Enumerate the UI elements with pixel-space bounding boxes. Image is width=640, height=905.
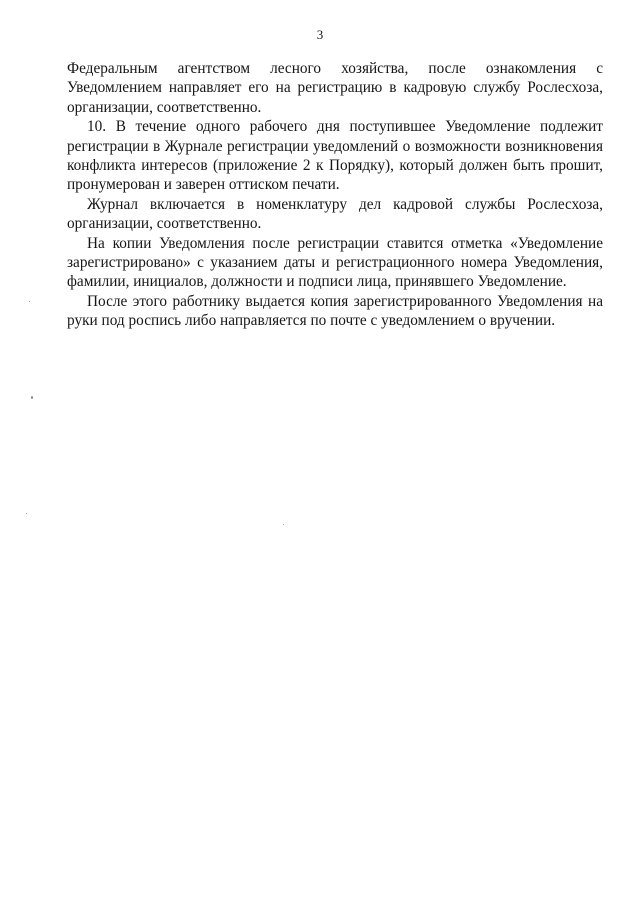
page-number: 3 — [316, 27, 324, 42]
scan-speck — [26, 513, 27, 514]
paragraph-item-10: 10. В течение одного рабочего дня поступившее Уведомление подлежит регистрации в Журнале регистрации уведомлений о возможности возникновения конфликта интересов (приложение 2 к Порядку), который должен быть прошит, пронумерован и заверен оттиском печати. — [67, 118, 603, 194]
scan-speck — [31, 396, 33, 399]
scan-speck — [283, 524, 284, 525]
paragraph-continuation: Федеральным агентством лесного хозяйства, после ознакомления с Уведомлением направляет его на регистрацию в кадровую службу Рослесхоза, организации, соответственно. — [67, 60, 603, 116]
scan-speck — [29, 301, 30, 302]
paragraph-journal: Журнал включается в номенклатуру дел кадровой службы Рослесхоза, организации, соответственно. — [67, 195, 603, 233]
paragraph-registration-mark: На копии Уведомления после регистрации ставится отметка «Уведомление зарегистрировано» с указанием даты и регистрационного номера Уведомления, фамилии, инициалов, должности и подписи лица, принявшего Уведомление. — [67, 234, 603, 291]
paragraph-copy-issuance: После этого работнику выдается копия зарегистрированного Уведомления на руки под роспись либо направляется по почте с уведомлением о вручении. — [67, 292, 603, 330]
document-body — [67, 59, 603, 331]
